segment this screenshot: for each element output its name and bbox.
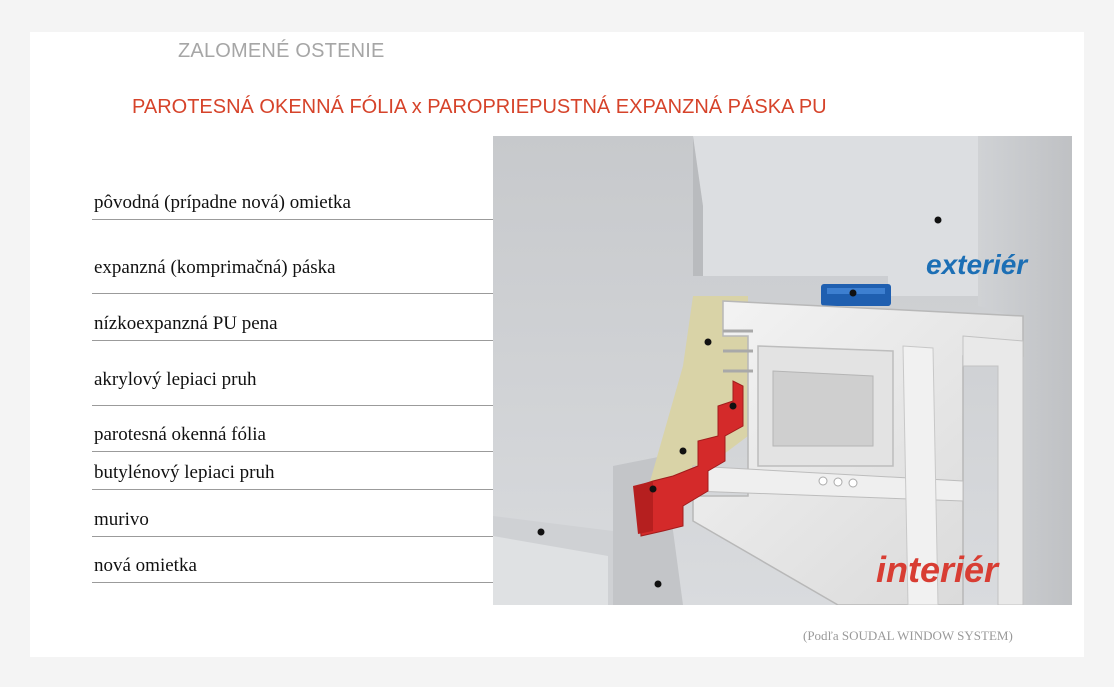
marker-dot-tape	[850, 290, 857, 297]
marker-dot-acrylic	[730, 403, 737, 410]
interior-label: interiér	[876, 549, 999, 590]
marker-dot-masonry	[538, 529, 545, 536]
leader-line-masonry	[92, 536, 542, 537]
exterior-label: exteriér	[926, 249, 1028, 280]
source-credit: (Podľa SOUDAL WINDOW SYSTEM)	[803, 628, 1013, 643]
label-vapor-foil: parotesná okenná fólia	[94, 424, 266, 445]
label-acrylic-strip: akrylový lepiaci pruh	[94, 369, 257, 390]
marker-dot-plaster	[935, 217, 942, 224]
page-title: ZALOMENÉ OSTENIE	[178, 40, 385, 62]
label-new-plaster: nová omietka	[94, 555, 197, 576]
window-section-diagram	[493, 136, 1072, 605]
marker-dot-new-plaster	[655, 581, 662, 588]
expansion-tape	[821, 284, 891, 306]
label-masonry: murivo	[94, 509, 149, 530]
label-pu-foam: nízkoexpanzná PU pena	[94, 313, 278, 334]
marker-dot-butyl	[650, 486, 657, 493]
label-butyl-strip: butylénový lepiaci pruh	[94, 462, 275, 483]
marker-dot-foil	[680, 448, 687, 455]
marker-dot-foam	[705, 339, 712, 346]
label-original-plaster: pôvodná (prípadne nová) omietka	[94, 192, 351, 213]
page-subtitle: PAROTESNÁ OKENNÁ FÓLIA x PAROPRIEPUSTNÁ EXPANZNÁ PÁSKA PU	[132, 96, 827, 118]
label-expansion-tape: expanzná (komprimačná) páska	[94, 257, 336, 278]
